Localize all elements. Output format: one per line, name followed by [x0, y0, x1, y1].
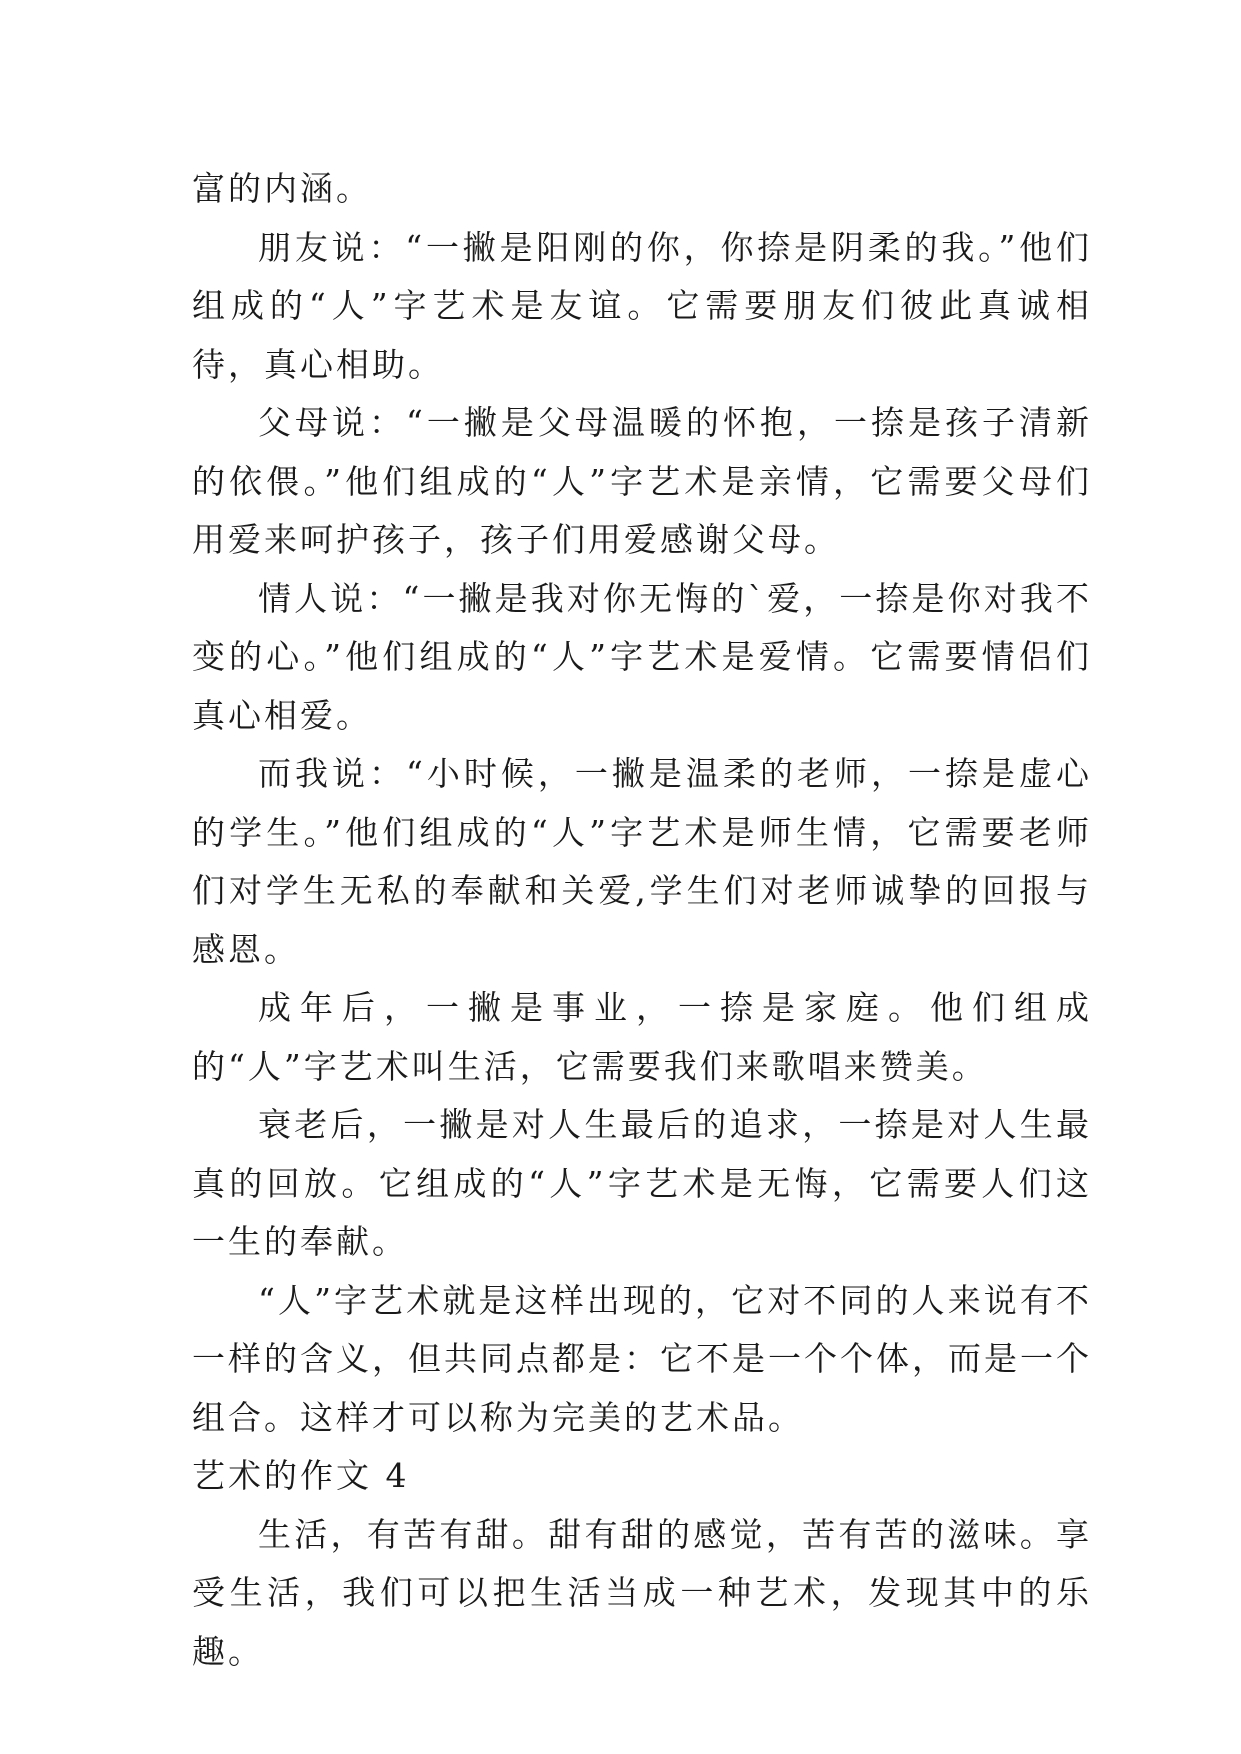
paragraph-old-age: 衰老后，一撇是对人生最后的追求，一捺是对人生最真的回放。它组成的“人”字艺术是无悔，它需要人们这一生的奉献。	[192, 1105, 1092, 1261]
section-heading: 艺术的作文 4	[192, 1456, 410, 1495]
paragraph-lovers: 情人说：“一撇是我对你无悔的`爱，一捺是你对我不变的心。”他们组成的“人”字艺术是爱情。它需要情侣们真心相爱。	[192, 578, 1092, 735]
paragraph-life: 生活，有苦有甜。甜有甜的感觉，苦有苦的滋味。享受生活，我们可以把生活当成一种艺术，发现其中的乐趣。	[192, 1514, 1092, 1671]
paragraph-teacher-student: 而我说：“小时候，一撇是温柔的老师，一捺是虚心的学生。”他们组成的“人”字艺术是师生情，它需要老师们对学生无私的奉献和关爱,学生们对老师诚挚的回报与感恩。	[192, 754, 1092, 969]
paragraph-continuation: 富的内涵。	[192, 169, 372, 208]
document-body	[192, 160, 1092, 1681]
paragraph-friends: 朋友说：“一撇是阳刚的你，你捺是阴柔的我。”他们组成的“人”字艺术是友谊。它需要朋友们彼此真诚相待，真心相助。	[192, 227, 1092, 384]
paragraph-parents: 父母说：“一撇是父母温暖的怀抱，一捺是孩子清新的依偎。”他们组成的“人”字艺术是亲情，它需要父母们用爱来呵护孩子，孩子们用爱感谢父母。	[192, 403, 1092, 559]
paragraph-adulthood: 成年后，一撇是事业，一捺是家庭。他们组成的“人”字艺术叫生活，它需要我们来歌唱来赞美。	[192, 988, 1092, 1086]
paragraph-conclusion: “人”字艺术就是这样出现的，它对不同的人来说有不一样的含义，但共同点都是：它不是一个个体，而是一个组合。这样才可以称为完美的艺术品。	[192, 1280, 1092, 1437]
